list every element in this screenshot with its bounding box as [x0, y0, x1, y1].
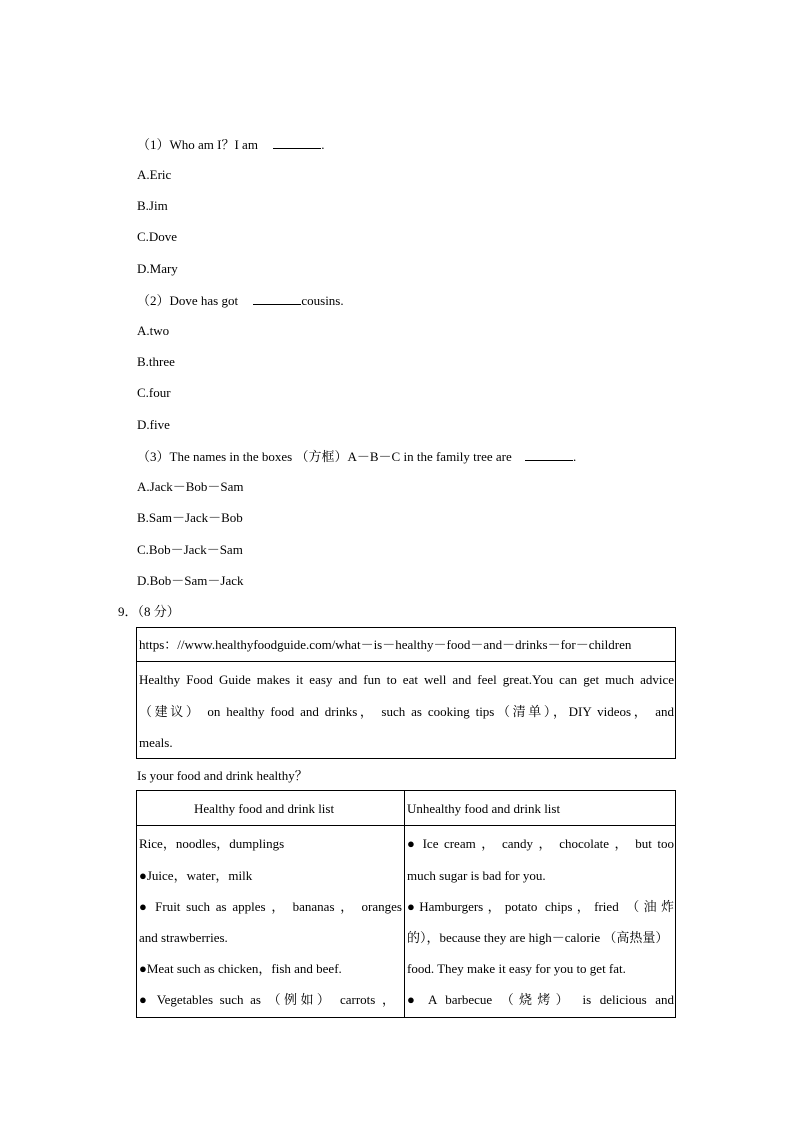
q8-sub1-prefix: （1）Who am I？I am [137, 137, 258, 152]
web-url: https：//www.healthyfoodguide.com/what－is－healthy－food－and－drinks－for－children [139, 637, 632, 652]
q8-sub2-option-d[interactable]: D.five [137, 417, 170, 432]
q8-sub3-suffix: . [573, 449, 577, 464]
q9-header: 9．（8 分） [118, 604, 180, 619]
q8-sub1-stem [137, 136, 324, 153]
q8-sub1-option-d[interactable]: D.Mary [137, 261, 178, 276]
unhealthy-line-5: food. They make it easy for you to get fat. [407, 961, 626, 976]
q8-sub2-option-a[interactable]: A.two [137, 323, 170, 338]
q8-sub3-option-b[interactable]: B.Sam－Jack－Bob [137, 510, 243, 525]
unhealthy-column-header: Unhealthy food and drink list [407, 801, 561, 816]
q8-sub1-suffix: . [321, 137, 325, 152]
q8-sub1-answer-blank[interactable] [273, 136, 321, 149]
healthy-line-1: Rice，noodles，dumplings [139, 836, 285, 851]
q8-sub2-suffix: cousins. [301, 293, 344, 308]
unhealthy-line-4: 的），because they are high－calorie （高热量） [407, 930, 669, 945]
healthy-column-header: Healthy food and drink list [194, 801, 335, 816]
healthy-line-6: ● Vegetables such as （例如） carrots ， [139, 992, 395, 1007]
web-para-line-2: （建议） on healthy food and drinks， such as cooking tips（清单），DIY videos， and [139, 704, 674, 719]
q8-sub2-stem [137, 292, 344, 309]
healthy-line-5: ●Meat such as chicken，fish and beef. [139, 961, 342, 976]
unhealthy-line-6: ● A barbecue （烧烤） is delicious and [407, 992, 674, 1007]
q8-sub3-prefix: （3）The names in the boxes （方框）A－B－C in the family tree are [137, 449, 512, 464]
q8-sub3-option-a[interactable]: A.Jack－Bob－Sam [137, 479, 244, 494]
q8-sub2-prefix: （2）Dove has got [137, 293, 239, 308]
q8-sub2-option-c[interactable]: C.four [137, 385, 171, 400]
unhealthy-line-2: much sugar is bad for you. [407, 868, 546, 883]
q8-sub3-stem [137, 448, 576, 465]
healthy-line-3: ● Fruit such as apples ， bananas ， oranges [139, 899, 402, 914]
q8-sub1-option-c[interactable]: C.Dove [137, 229, 178, 244]
q8-sub3-option-d[interactable]: D.Bob－Sam－Jack [137, 573, 244, 588]
healthy-line-4: and strawberries. [139, 930, 228, 945]
food-table-header-divider [136, 825, 676, 826]
q8-sub2-option-b[interactable]: B.three [137, 354, 175, 369]
q9-question: Is your food and drink healthy？ [137, 768, 308, 783]
q8-sub1-option-b[interactable]: B.Jim [137, 198, 168, 213]
web-box-divider [136, 661, 676, 662]
q8-sub3-option-c[interactable]: C.Bob－Jack－Sam [137, 542, 243, 557]
q8-sub1-option-a[interactable]: A.Eric [137, 167, 172, 182]
q8-sub3-answer-blank[interactable] [525, 448, 573, 461]
unhealthy-line-3: ●Hamburgers，potato chips，fried （油炸 [407, 899, 674, 914]
healthy-line-2: ●Juice，water，milk [139, 868, 253, 883]
web-para-line-1: Healthy Food Guide makes it easy and fun to eat well and feel great.You can get much advice [139, 672, 674, 687]
q8-sub2-answer-blank[interactable] [253, 292, 301, 305]
food-table-column-divider [404, 790, 405, 1018]
unhealthy-line-1: ● Ice cream ， candy ， chocolate ， but too [407, 836, 674, 851]
web-para-line-3: meals. [139, 735, 173, 750]
